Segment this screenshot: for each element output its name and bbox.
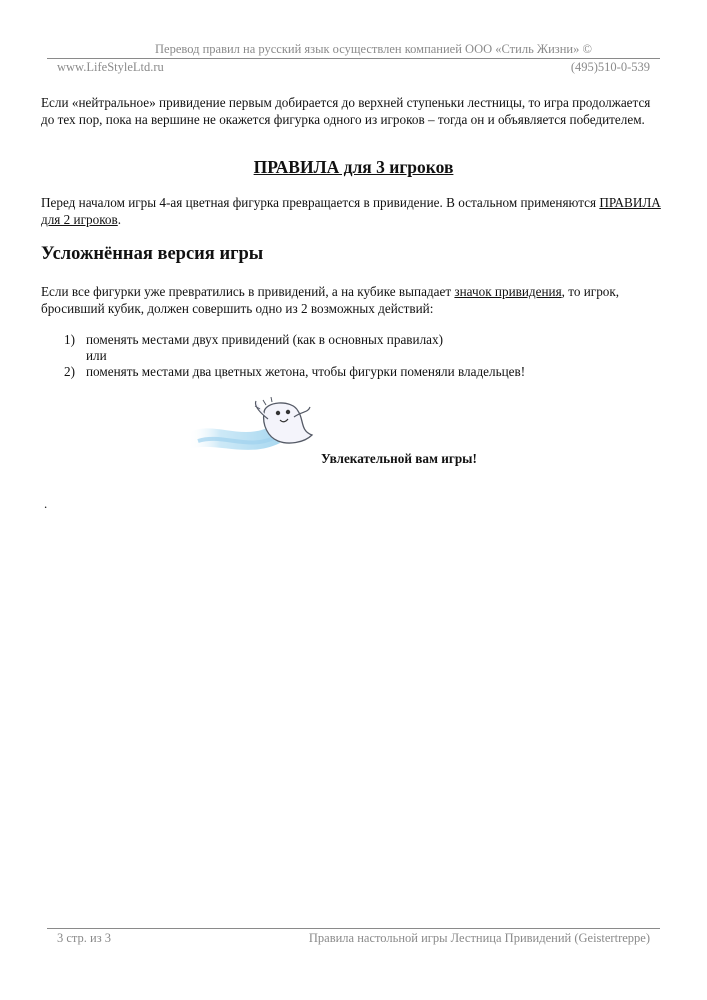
header-site: www.LifeStyleLtd.ru (57, 60, 164, 74)
list-or: или (86, 348, 107, 363)
three-players-text-end: . (117, 211, 122, 227)
trailing-dot: . (44, 496, 48, 511)
header-phone: (495)510-0-539 (570, 60, 650, 74)
ghost-icon (188, 397, 324, 461)
three-players-paragraph (41, 195, 666, 228)
header-divider (47, 58, 660, 59)
intro-paragraph: Если «нейтральное» привидение первым добирается до верхней ступеньки лестницы, то игра продолжается до тех пор, пока на вершине не окажется фигурка одного из игроков – тогда он и объявляется победителем. (41, 95, 651, 127)
list-item-number: 1) (64, 332, 75, 347)
advanced-text: Если все фигурки уже превратились в привидений, а на кубике выпадает (41, 284, 455, 299)
advanced-paragraph (41, 284, 666, 317)
list-item (64, 332, 525, 348)
closing-message: Увлекательной вам игры! (321, 451, 477, 466)
advanced-heading: Усложнённая версия игры (41, 244, 264, 264)
three-players-title: ПРАВИЛА для 3 игроков (253, 157, 454, 177)
footer-title: Правила настольной игры Лестница Привидений (Geistertreppe) (308, 931, 650, 945)
actions-list (64, 332, 525, 380)
header-credit: Перевод правил на русский язык осуществлен компанией ООО «Стиль Жизни» © (155, 42, 592, 56)
ghost-illustration (188, 397, 324, 461)
two-players-rules-link[interactable]: ПРАВИЛА для 2 игроков (41, 195, 661, 227)
footer-divider (47, 928, 660, 929)
list-item-number: 2) (64, 364, 75, 379)
list-item-text: поменять местами двух привидений (как в основных правилах) (86, 332, 443, 347)
ghost-symbol-link[interactable]: значок привидения (454, 284, 562, 299)
three-players-text: Перед началом игры 4-ая цветная фигурка превращается в привидение. В остальном применяются (41, 195, 600, 210)
list-item (64, 364, 525, 380)
list-item-text: поменять местами два цветных жетона, чтобы фигурки поменяли владельцев! (86, 364, 526, 379)
advanced-text-end: , то игрок, бросивший кубик, должен совершить одно из 2 возможных действий: (41, 284, 620, 316)
three-players-heading (0, 157, 707, 178)
footer-page-number: 3 стр. из 3 (57, 931, 112, 945)
